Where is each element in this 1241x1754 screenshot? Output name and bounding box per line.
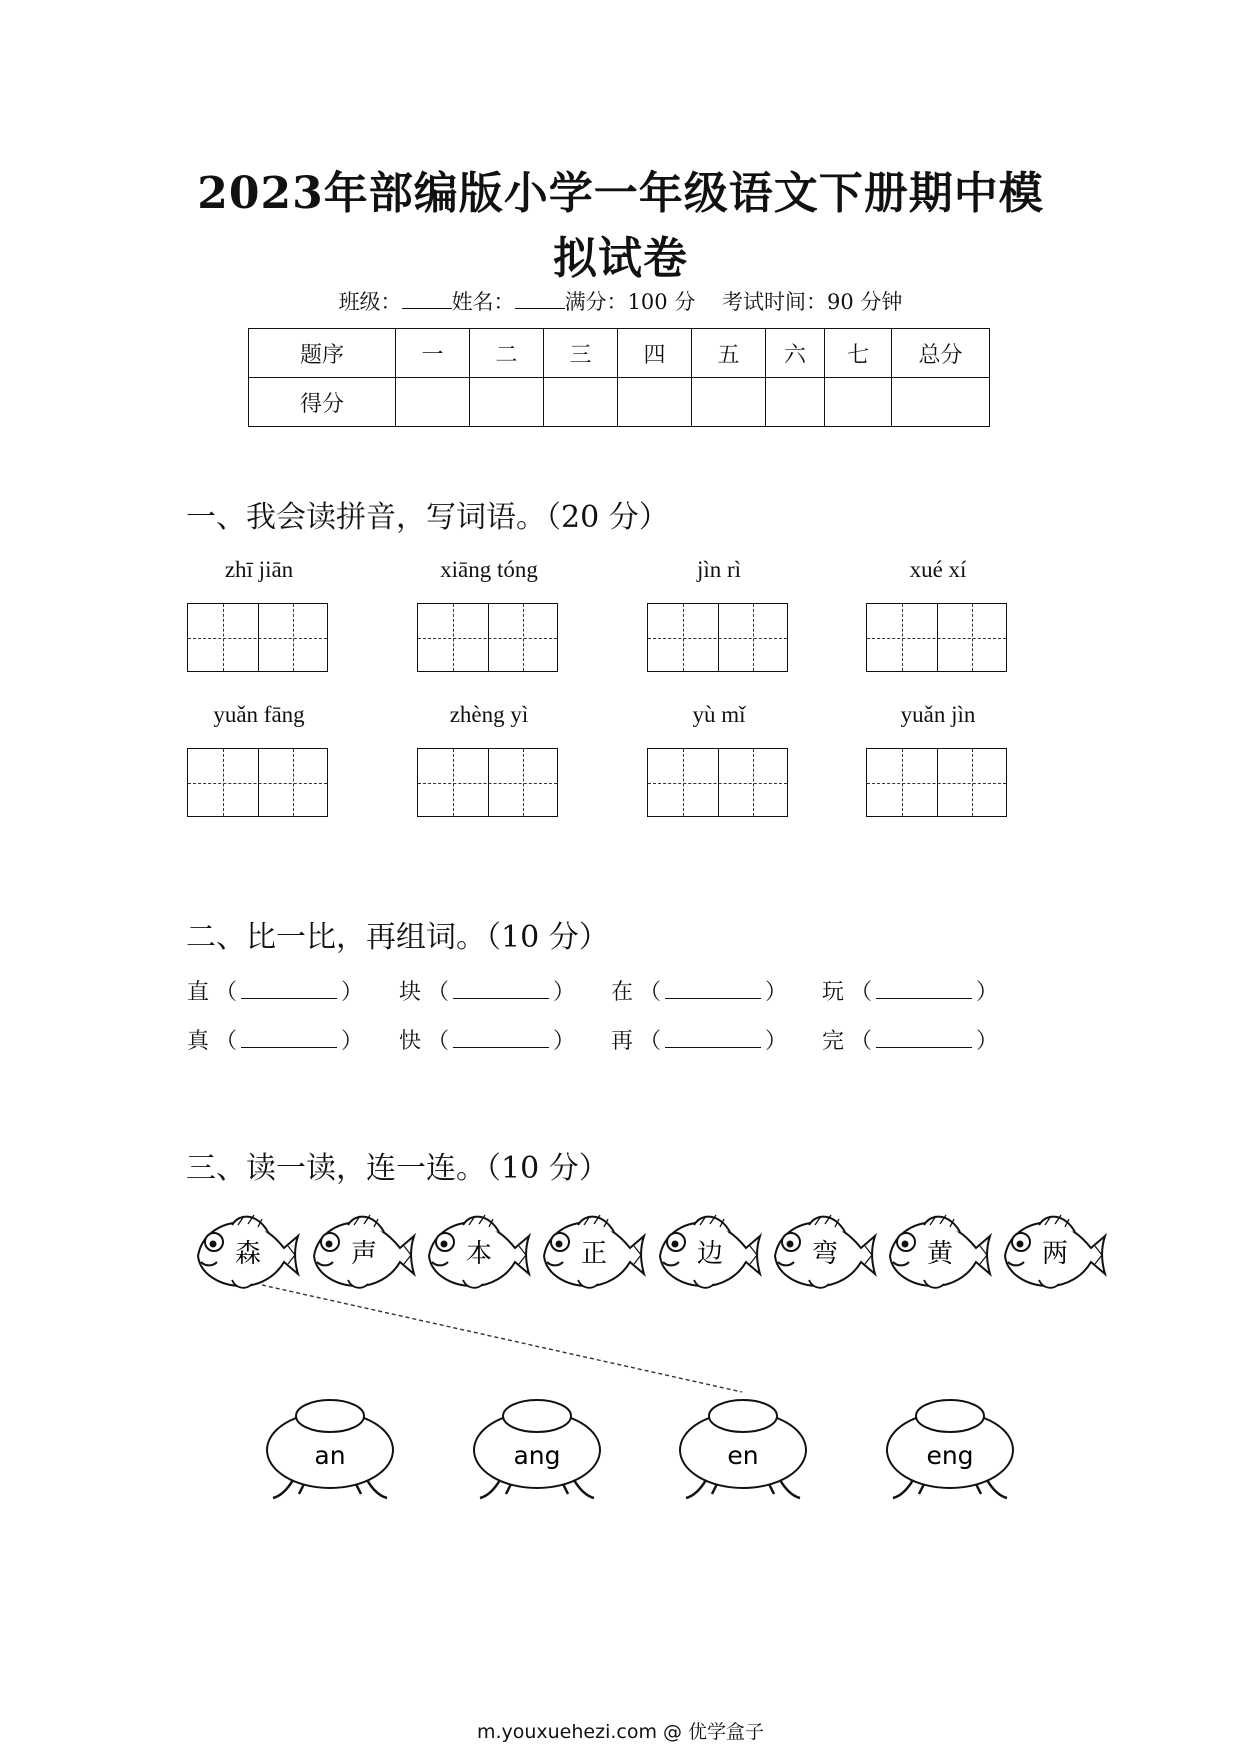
compare-char: 再 [611,1029,634,1054]
fish-item[interactable] [775,1215,875,1288]
fish-item[interactable] [544,1215,644,1288]
compare-item: 块 （ ） [399,975,575,1006]
fish-item[interactable] [314,1215,414,1288]
header-cell: 一 [396,329,470,378]
fish-char: 正 [580,1239,608,1269]
page-title-line1: 2023年部编版小学一年级语文下册期中模 [197,168,1044,219]
fish-item[interactable] [198,1215,298,1288]
header-cell: 二 [470,329,544,378]
pinyin-word: jìn rì [696,557,742,582]
fish-char: 边 [696,1239,724,1269]
fish-char: 声 [350,1239,378,1269]
pinyin-word: zhī jiān [224,557,294,582]
pot-label: an [314,1441,346,1470]
pot-item[interactable] [680,1400,806,1498]
compare-item: 直 （ ） [187,975,363,1006]
pinyin-word: xiāng tóng [440,557,538,582]
pot-item[interactable] [267,1400,393,1498]
full-score: 满分：100 分 [564,290,696,314]
score-row-label: 得分 [249,378,396,427]
compare-char: 块 [399,980,422,1005]
footer-watermark: m.youxuehezi.com @ 优学盒子 [476,1721,765,1743]
compare-item: 真 （ ） [187,1024,363,1055]
section3-heading: 三、读一读，连一连。（10 分） [186,1151,609,1186]
section2-heading: 二、比一比，再组词。（10 分） [186,920,609,955]
header-cell: 七 [825,329,892,378]
fish-char: 本 [465,1239,493,1269]
header-cell: 四 [618,329,692,378]
header-cell: 总分 [892,329,990,378]
compare-char: 快 [399,1029,422,1054]
compare-item: 在 （ ） [611,975,787,1006]
compare-item: 玩 （ ） [822,975,998,1006]
pot-label: ang [513,1441,561,1470]
header-cell: 六 [766,329,825,378]
exam-time: 考试时间：90 分钟 [722,290,903,314]
compare-item: 再 （ ） [611,1024,787,1055]
class-label: 班级： [338,290,402,314]
compare-char: 完 [822,1029,845,1054]
connecting-line [262,1285,742,1392]
pinyin-word: yuǎn jìn [900,702,976,727]
compare-item: 快 （ ） [399,1024,575,1055]
pot-label: en [727,1441,759,1470]
compare-char: 直 [187,980,210,1005]
fish-item[interactable] [429,1215,529,1288]
compare-item: 完 （ ） [822,1024,998,1055]
pinyin-word: yù mǐ [692,702,746,727]
pinyin-word: yuǎn fāng [213,702,305,727]
fish-char: 黄 [926,1239,954,1269]
header-cell: 三 [544,329,618,378]
header-cell: 题序 [249,329,396,378]
pinyin-word: zhèng yì [449,702,529,727]
pot-item[interactable] [887,1400,1013,1498]
name-label: 姓名： [451,290,515,314]
fish-char: 两 [1041,1239,1069,1269]
compare-char: 在 [611,980,634,1005]
page-title-line2: 拟试卷 [553,233,688,284]
fish-char: 森 [234,1239,262,1269]
fish-item[interactable] [890,1215,990,1288]
pinyin-word: xué xí [909,557,967,582]
header-cell: 五 [692,329,766,378]
fish-item[interactable] [660,1215,760,1288]
fish-char: 弯 [811,1239,839,1269]
compare-char: 真 [187,1029,210,1054]
pot-item[interactable] [474,1400,600,1498]
fish-item[interactable] [1005,1215,1105,1288]
section1-heading: 一、我会读拼音，写词语。（20 分） [186,500,669,535]
compare-char: 玩 [822,980,845,1005]
pot-label: eng [926,1441,974,1470]
